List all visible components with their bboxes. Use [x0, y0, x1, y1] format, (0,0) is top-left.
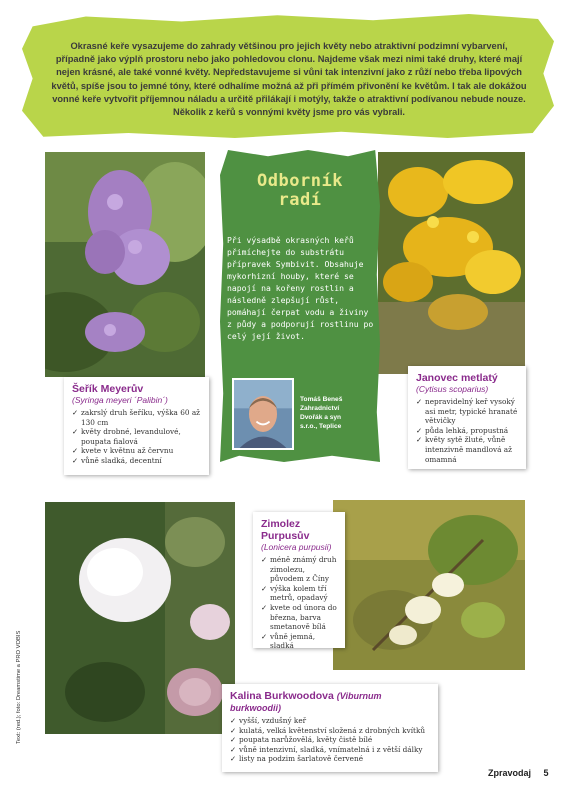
lilac-photo	[45, 152, 205, 377]
plant-name-text: Kalina Burkwoodova	[230, 690, 334, 702]
plant-latin-name: (Cytisus scoparius)	[416, 384, 489, 394]
expert-portrait	[232, 378, 294, 450]
plant-name: Janovec metlatý	[416, 372, 498, 384]
feature-item: ✓ zakrslý druh šeříku, výška 60 až 130 cm	[72, 408, 201, 427]
plant-name: Zimolez Purpusův	[261, 518, 310, 542]
plant-latin-name: (Lonicera purpusii)	[261, 542, 332, 552]
photo-credit-text: Text: (red.); foto: Dreamstime a PRO VOBIS	[16, 630, 22, 744]
plant-card-viburnum	[222, 684, 438, 772]
expert-company-line-2: Dvořák a syn	[300, 414, 342, 421]
feature-item: ✓ poupata narůžovělá, květy čistě bílé	[230, 735, 430, 745]
honeysuckle-photo	[333, 500, 525, 670]
feature-item: ✓ výška kolem tří metrů, opadavý	[261, 584, 337, 603]
feature-item: ✓ nepravidelný keř vysoký asi metr, typické hranaté větvičky	[416, 397, 518, 426]
plant-features	[230, 716, 430, 764]
feature-item: ✓ květy drobné, levandulové, poupata fialová	[72, 427, 201, 446]
expert-company-line-1: Zahradnictví	[300, 405, 340, 412]
page-footer	[488, 768, 549, 778]
feature-item: ✓ vůně jemná, sladká	[261, 632, 337, 651]
plant-features	[416, 397, 518, 464]
feature-item: ✓ vůně intenzivní, sladká, vnímatelná i z větší dálky	[230, 745, 430, 755]
feature-item: ✓ kvete od února do března, barva smetanově bílá	[261, 603, 337, 632]
plant-latin-name: (Syringa meyeri ´Palibin´)	[72, 395, 168, 405]
intro-paragraph: Okrasné keře vysazujeme do zahrady většinou pro jejich květy nebo atraktivní podzimní vybarvení, případně jako výplň prostoru nebo jako pohledovou clonu. Najdeme však mezi nimi také druhy, které mají nejen krásné, ale také vonné květy. Nepředstavujeme si vůni tak intenzivní jako z růží nebo třeba lipových květů, spíše jsou to jemné tóny, které odhalíme možná až při přímém přivonění ke květům. I tak ale dokážou vonné keře vytvořit příjemnou náladu a určitě přilákají i motýly, takže o atraktivní podívanou nebude nouze. Několik z keřů s vonnými květy jsme pro vás vybrali.	[51, 41, 527, 118]
feature-item: ✓ méně známý druh zimolezu, původem z Číny	[261, 555, 337, 584]
plant-name: Šeřík Meyerův	[72, 383, 144, 395]
feature-item: ✓ listy na podzim šarlatově červené	[230, 754, 430, 764]
magazine-name: Zpravodaj	[488, 768, 532, 778]
feature-item: ✓ kulatá, velká květenství složená z drobných kvítků	[230, 726, 430, 736]
expert-company-line-3: s.r.o., Teplice	[300, 423, 342, 430]
feature-item: ✓ půda lehká, propustná	[416, 426, 518, 436]
expert-advice: Při výsadbě okrasných keřů přimíchejte do substrátu přípravek Symbivit. Obsahuje mykorhizní houby, které se napojí na kořeny rostlin a následně zlepšují růst, pomáhají čerpat vodu a živiny z půdy a podporují rostlinu po celý její život.	[227, 235, 374, 341]
expert-name: Tomáš Beneš	[300, 396, 343, 403]
plant-card-lilac	[64, 377, 209, 475]
broom-photo	[378, 152, 525, 374]
feature-item: ✓ kvete v květnu až červnu	[72, 446, 201, 456]
page-number: 5	[543, 768, 549, 778]
plant-name	[230, 690, 430, 714]
expert-title: Odborník radí	[257, 171, 343, 210]
photo-credit	[10, 630, 22, 750]
plant-features	[261, 555, 337, 651]
plant-latin-name: (Viburnum burkwoodii)	[230, 691, 382, 713]
plant-card-broom	[408, 366, 526, 469]
viburnum-photo	[45, 502, 235, 734]
expert-signature	[300, 395, 378, 431]
feature-item: ✓ vyšší, vzdušný keř	[230, 716, 430, 726]
plant-features	[72, 408, 201, 466]
plant-card-honeysuckle	[253, 512, 345, 651]
feature-item: ✓ vůně sladká, decentní	[72, 456, 201, 466]
feature-item: ✓ květy sytě žluté, vůně intenzivně mandlová až omamná	[416, 435, 518, 464]
